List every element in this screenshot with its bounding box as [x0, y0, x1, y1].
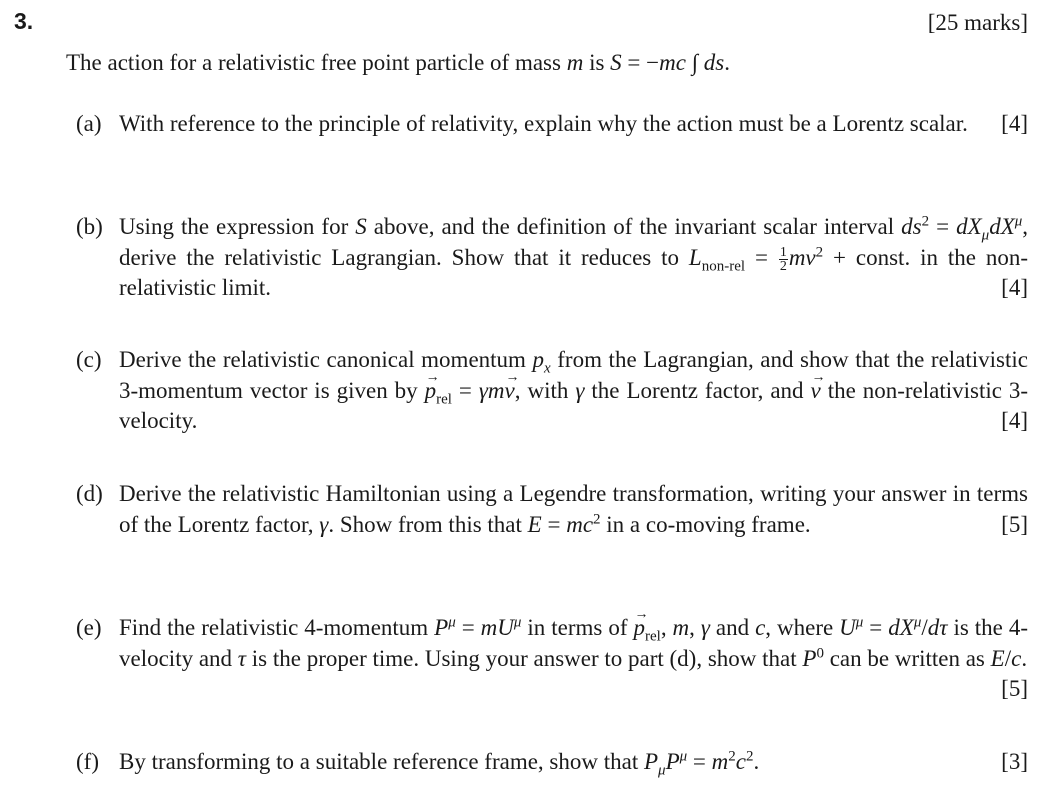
part-text: can be written as [829, 645, 985, 671]
math-energy: $E = mc^2$ [527, 510, 601, 537]
part-text: above, and the definition of the invariant scalar interval [373, 214, 895, 239]
part-b [76, 212, 1028, 304]
math-half-fraction [779, 246, 788, 273]
part-f [76, 747, 1028, 778]
part-text: . Show from this that [328, 511, 522, 537]
math-sub-rel: rel [436, 391, 452, 408]
part-label: (b) [76, 214, 103, 239]
total-marks: [25 marks] [927, 10, 1028, 35]
math-frac-den: 2 [779, 258, 787, 274]
part-d [76, 479, 1028, 540]
part-marks: [4] [1001, 408, 1028, 433]
part-c [76, 345, 1028, 437]
math-period: . [724, 50, 730, 75]
part-text: from the Lagrangian, and show that the relativistic 3-momentum vector is given by [119, 347, 1029, 403]
part-text: the Lorentz factor, and [591, 377, 804, 403]
math-v: → v [811, 378, 821, 403]
math-interval: $ds^2 = dX_\mu dX^\mu$ [901, 213, 1023, 244]
part-marks: [5] [1001, 511, 1028, 537]
math-gamma: γ [575, 377, 585, 403]
math-sub-rel: rel [644, 628, 661, 645]
part-text: , with [514, 377, 569, 403]
part-marks: [4] [1001, 111, 1028, 136]
part-text: and [715, 615, 750, 640]
math-prel: → $p_{rel}$, m, γ [633, 615, 709, 640]
part-text: in a co-moving frame. [606, 511, 811, 537]
part-text: Derive the relativistic Hamiltonian using a Legendre transformation, writing your answer in terms of the Lorentz factor, [119, 481, 1028, 537]
part-text: is the 4-velocity and [119, 615, 1028, 671]
intro-text: The action for a relativistic free point particle of mass [66, 50, 561, 75]
math-prel: → $p_{rel} = \gamma m\to v$ [425, 378, 515, 403]
part-text: , where [765, 615, 834, 640]
part-label: (d) [76, 481, 103, 506]
math-4velocity: $U^\mu = dX^\mu/d\tau$ [839, 614, 948, 640]
math-4momentum: $P^\mu = mU^\mu$ [434, 614, 522, 640]
part-text: Using the expression for [119, 214, 349, 239]
math-invariant: $P_\mu P^\mu = m^2c^2$. [643, 748, 760, 779]
question-intro [66, 50, 730, 76]
math-mc: mc [659, 50, 686, 75]
part-marks: [5] [1001, 676, 1028, 701]
part-text: Find the relativistic 4-momentum [119, 615, 429, 640]
part-label: (a) [76, 111, 102, 136]
math-gamma: γ [319, 511, 329, 537]
part-text: + const. in the non-relativistic limit. [119, 244, 1029, 300]
part-marks: [3] [1001, 749, 1028, 774]
part-text: By transforming to a suitable reference frame, show that [119, 749, 639, 774]
math-E-over-c: E/c. [990, 645, 1028, 671]
part-label: (f) [76, 749, 99, 774]
math-px: $p_x$ [532, 347, 551, 377]
part-label: (c) [76, 347, 102, 372]
math-S: S [355, 214, 367, 239]
math-lagrangian-nonrel: $L_{non-rel}$ = $\frac{1}{2}$ $mv^2$ [688, 243, 824, 275]
math-eq: = − [621, 50, 660, 75]
math-integral: ∫ [685, 50, 704, 75]
math-S: S [610, 50, 622, 75]
part-text: Derive the relativistic canonical momentum [119, 347, 526, 372]
math-c: c [755, 615, 766, 640]
part-e [76, 613, 1028, 705]
math-ds: ds [703, 50, 725, 75]
question-number: 3. [14, 8, 34, 34]
part-text: , derive the relativistic Lagrangian. Show that it reduces to [119, 214, 1029, 270]
math-P0: $P^0$ [802, 644, 824, 671]
part-text: With reference to the principle of relativity, explain why the action must be a Lorentz scalar. [119, 111, 968, 136]
math-m: m [566, 50, 584, 75]
part-text: the non-relativistic 3-velocity. [119, 377, 1029, 433]
math-frac-num: 1 [779, 244, 787, 260]
part-text: in terms of [527, 615, 628, 640]
intro-text-is: is [589, 50, 605, 75]
math-sub-nonrel: non-rel [701, 258, 746, 275]
part-label: (e) [76, 615, 102, 640]
part-text: is the proper time. Using your answer to part (d), show that [251, 645, 797, 671]
math-tau: τ [237, 645, 247, 671]
part-marks: [4] [1001, 275, 1028, 300]
part-a [76, 109, 1028, 140]
